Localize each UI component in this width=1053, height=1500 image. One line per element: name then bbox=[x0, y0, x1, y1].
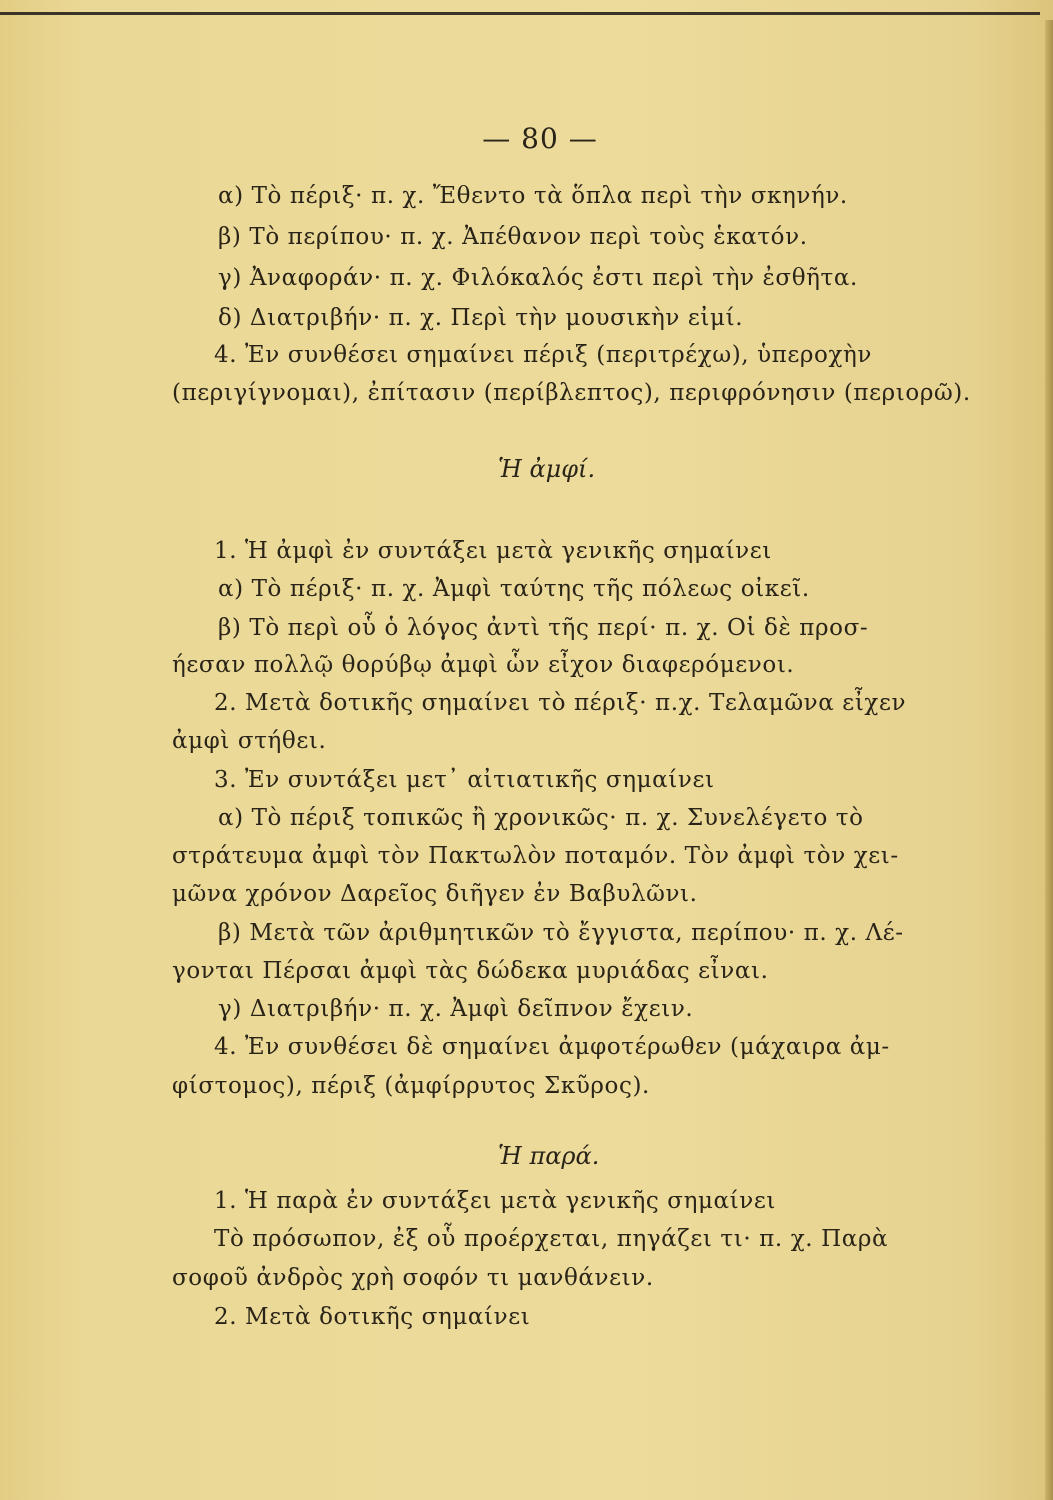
text-line: α) Τὸ πέριξ· π. χ. Ἔθεντο τὰ ὅπλα περὶ τὴν σκηνήν. bbox=[218, 183, 848, 209]
text-line: 4. Ἐν συνθέσει σημαίνει πέριξ (περιτρέχω), ὑπεροχὴν bbox=[214, 342, 872, 368]
text-line: (περιγίγνομαι), ἐπίτασιν (περίβλεπτος), περιφρόνησιν (περιορῶ). bbox=[172, 380, 971, 406]
page-number: — 80 — bbox=[482, 122, 598, 155]
text-line: γ) Ἀναφοράν· π. χ. Φιλόκαλός ἐστι περὶ τὴν ἐσθῆτα. bbox=[218, 265, 858, 291]
text-line: α) Τὸ πέριξ τοπικῶς ἢ χρονικῶς· π. χ. Συνελέγετο τὸ bbox=[218, 805, 864, 831]
text-line: ἀμφὶ στήθει. bbox=[172, 728, 327, 754]
text-line: 1. Ἡ παρὰ ἐν συντάξει μετὰ γενικῆς σημαίνει bbox=[214, 1188, 776, 1214]
text-line: α) Τὸ πέριξ· π. χ. Ἀμφὶ ταύτης τῆς πόλεως οἰκεῖ. bbox=[218, 576, 810, 602]
section-heading: Ἡ παρά. bbox=[498, 1142, 600, 1170]
text-line: γ) Διατριβήν· π. χ. Ἀμφὶ δεῖπνον ἔχειν. bbox=[218, 996, 694, 1022]
text-line: φίστομος), πέριξ (ἀμφίρρυτος Σκῦρος). bbox=[172, 1073, 650, 1099]
text-line: Τὸ πρόσωπον, ἐξ οὗ προέρχεται, πηγάζει τι· π. χ. Παρὰ bbox=[214, 1226, 889, 1252]
text-line: β) Τὸ περίπου· π. χ. Ἀπέθανον περὶ τοὺς ἑκατόν. bbox=[218, 224, 808, 250]
text-line: δ) Διατριβήν· π. χ. Περὶ τὴν μουσικὴν εἰμί. bbox=[218, 305, 744, 331]
text-line: 2. Μετὰ δοτικῆς σημαίνει τὸ πέριξ· π.χ. Τελαμῶνα εἶχεν bbox=[214, 690, 907, 716]
text-line: γονται Πέρσαι ἀμφὶ τὰς δώδεκα μυριάδας εἶναι. bbox=[172, 958, 769, 984]
text-line: β) Τὸ περὶ οὗ ὁ λόγος ἀντὶ τῆς περί· π. χ. Οἱ δὲ προσ- bbox=[218, 615, 869, 641]
text-line: β) Μετὰ τῶν ἀριθμητικῶν τὸ ἔγγιστα, περίπου· π. χ. Λέ- bbox=[218, 920, 904, 946]
text-line: 3. Ἐν συντάξει μετ᾿ αἰτιατικῆς σημαίνει bbox=[214, 767, 715, 793]
page-edge bbox=[1045, 20, 1053, 1500]
text-line: μῶνα χρόνον Δαρεῖος διῆγεν ἐν Βαβυλῶνι. bbox=[172, 881, 698, 907]
top-rule bbox=[0, 12, 1040, 15]
section-heading: Ἡ ἀμφί. bbox=[498, 455, 596, 483]
text-line: 2. Μετὰ δοτικῆς σημαίνει bbox=[214, 1304, 531, 1330]
text-line: σοφοῦ ἀνδρὸς χρὴ σοφόν τι μανθάνειν. bbox=[172, 1265, 654, 1291]
text-line: ήεσαν πολλῷ θορύβῳ ἀμφὶ ὧν εἶχον διαφερόμενοι. bbox=[172, 652, 795, 678]
text-line: 1. Ἡ ἀμφὶ ἐν συντάξει μετὰ γενικῆς σημαίνει bbox=[214, 538, 772, 564]
text-line: στράτευμα ἀμφὶ τὸν Πακτωλὸν ποταμόν. Τὸν ἀμφὶ τὸν χει- bbox=[172, 843, 899, 869]
text-line: 4. Ἐν συνθέσει δὲ σημαίνει ἀμφοτέρωθεν (μάχαιρα ἀμ- bbox=[214, 1034, 890, 1060]
